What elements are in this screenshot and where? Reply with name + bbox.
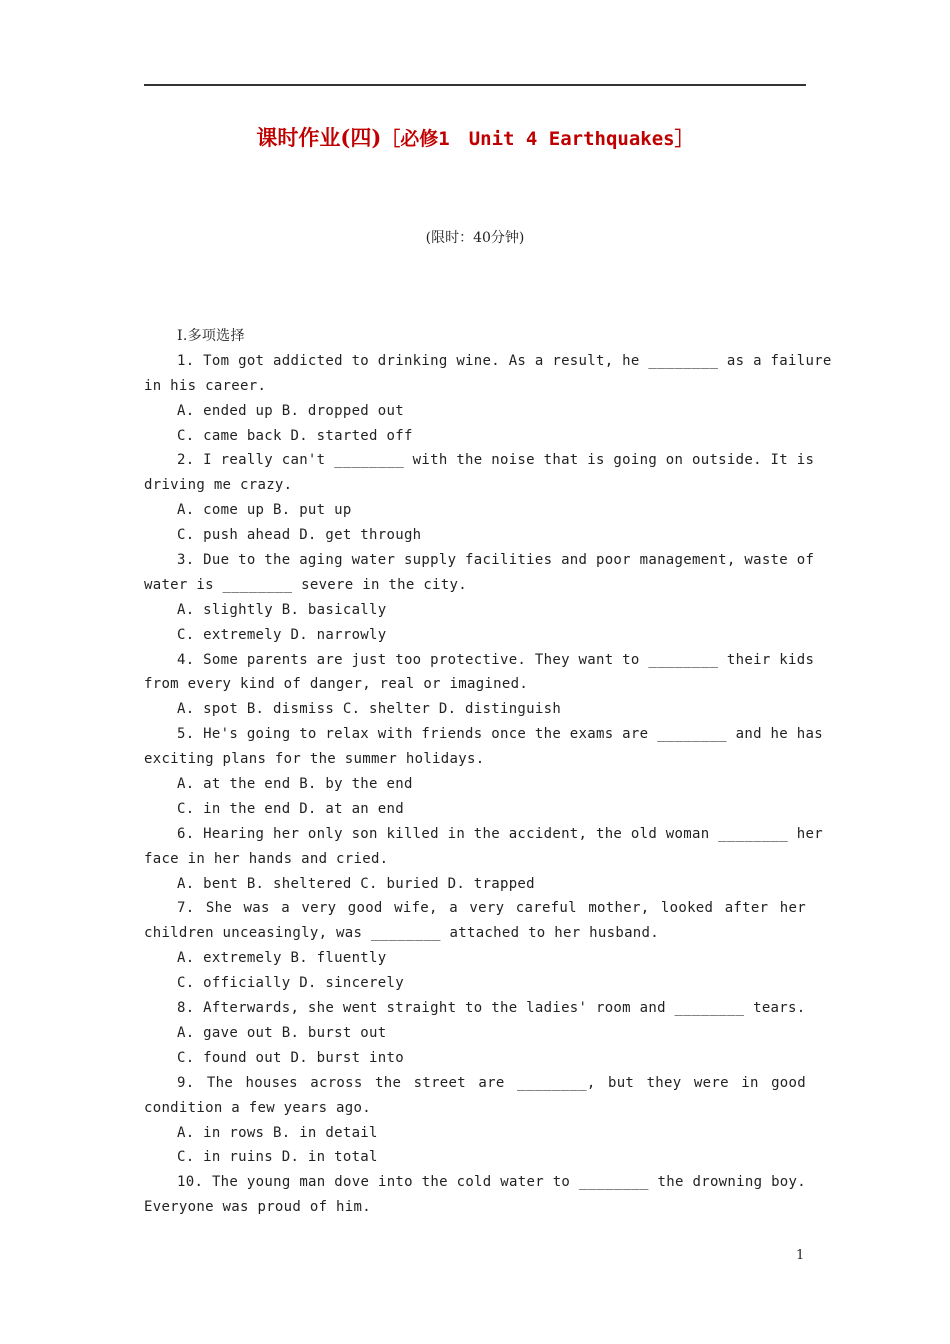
question-3-options-ab: A. slightly B. basically <box>177 601 387 618</box>
time-limit: (限时：40分钟) <box>425 230 525 246</box>
title-unit: ［必修1 Unit 4 Earthquakes］ <box>381 128 694 150</box>
question-9-options-cd: C. in ruins D. in total <box>177 1149 378 1166</box>
question-5-stem: 5. He's going to relax with friends once the exams are ________ and he has <box>177 726 823 743</box>
question-9-options-ab: A. in rows B. in detail <box>177 1124 378 1141</box>
question-2-options-cd: C. push ahead D. get through <box>177 527 422 544</box>
question-5-stem-cont: exciting plans for the summer holidays. <box>144 751 485 768</box>
question-4-options: A. spot B. dismiss C. shelter D. distinguish <box>177 701 562 718</box>
question-1-options-cd: C. came back D. started off <box>177 427 413 444</box>
title-chinese: 课时作业(四) <box>256 125 382 150</box>
question-6-stem-cont: face in her hands and cried. <box>144 850 389 867</box>
question-3-stem: 3. Due to the aging water supply facilities and poor management, waste of <box>177 552 815 569</box>
question-8-options-cd: C. found out D. burst into <box>177 1049 404 1066</box>
page-number: 1 <box>796 1248 805 1263</box>
page-title <box>144 122 806 152</box>
question-6-options: A. bent B. sheltered C. buried D. trapped <box>177 875 535 892</box>
question-1-stem: 1. Tom got addicted to drinking wine. As a result, he ________ as a failure <box>177 352 832 369</box>
question-7-stem-cont: children unceasingly, was ________ attached to her husband. <box>144 925 659 942</box>
question-10-stem-cont: Everyone was proud of him. <box>144 1199 371 1216</box>
question-2-stem: 2. I really can't ________ with the noise that is going on outside. It is <box>177 452 815 469</box>
question-7-stem: 7. She was a very good wife, a very careful mother, looked after her <box>177 900 806 917</box>
question-9-stem: 9. The houses across the street are ________, but they were in good <box>177 1074 806 1091</box>
question-7-options-cd: C. officially D. sincerely <box>177 975 404 992</box>
question-7-options-ab: A. extremely B. fluently <box>177 950 387 967</box>
section-heading: Ⅰ.多项选择 <box>177 328 245 344</box>
question-4-stem: 4. Some parents are just too protective. They want to ________ their kids <box>177 651 815 668</box>
question-5-options-ab: A. at the end B. by the end <box>177 776 413 793</box>
question-9-stem-cont: condition a few years ago. <box>144 1099 371 1116</box>
question-3-stem-cont: water is ________ severe in the city. <box>144 576 467 593</box>
exercise-content <box>144 324 832 1220</box>
question-1-options-ab: A. ended up B. dropped out <box>177 402 404 419</box>
question-10-stem: 10. The young man dove into the cold water to ________ the drowning boy. <box>177 1174 806 1191</box>
question-1-stem-cont: in his career. <box>144 377 267 394</box>
question-6-stem: 6. Hearing her only son killed in the accident, the old woman ________ her <box>177 825 823 842</box>
question-3-options-cd: C. extremely D. narrowly <box>177 626 387 643</box>
question-8-stem: 8. Afterwards, she went straight to the ladies' room and ________ tears. <box>177 1000 806 1017</box>
question-5-options-cd: C. in the end D. at an end <box>177 800 404 817</box>
question-8-options-ab: A. gave out B. burst out <box>177 1024 387 1041</box>
question-2-options-ab: A. come up B. put up <box>177 502 352 519</box>
top-rule <box>144 84 806 86</box>
question-4-stem-cont: from every kind of danger, real or imagined. <box>144 676 529 693</box>
question-2-stem-cont: driving me crazy. <box>144 477 293 494</box>
